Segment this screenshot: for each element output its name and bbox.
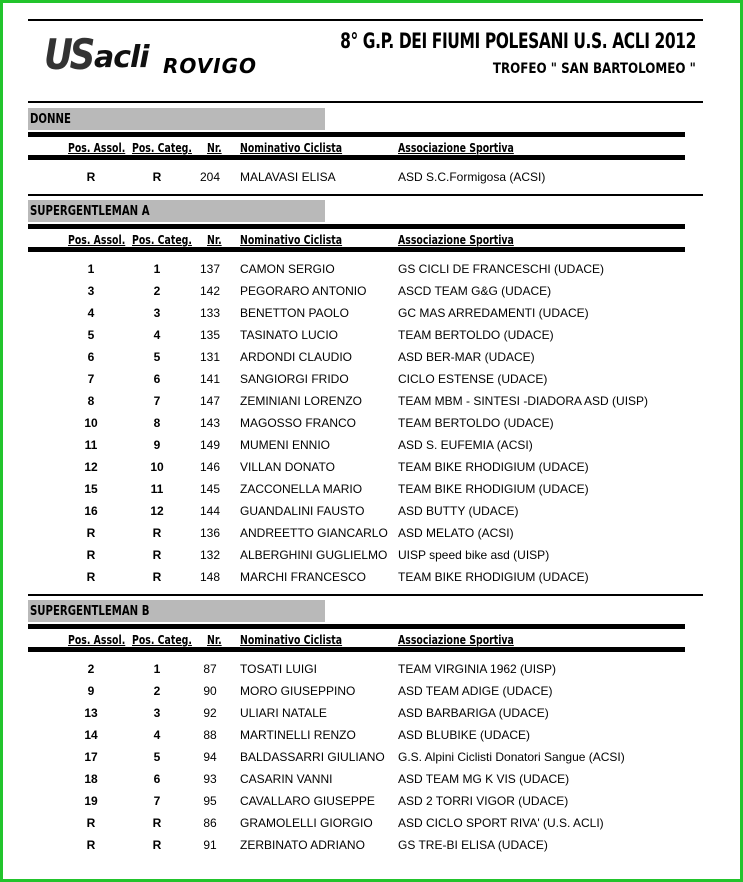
column-header-bottom-rule [28, 247, 685, 252]
pos-assol-cell: 4 [87, 306, 95, 320]
association-cell: CICLO ESTENSE (UDACE) [398, 372, 548, 386]
cyclist-name-cell: VILLAN DONATO [240, 460, 335, 474]
pos-categ-cell: 5 [153, 350, 161, 364]
table-row [0, 482, 743, 504]
section-divider-rule [28, 594, 703, 596]
cyclist-name-cell: ULIARI NATALE [240, 706, 327, 720]
association-cell: ASD MELATO (ACSI) [398, 526, 514, 540]
pos-assol-cell: 15 [84, 482, 98, 496]
number-cell: 144 [199, 504, 221, 518]
event-title: 8° G.P. DEI FIUMI POLESANI U.S. ACLI 2012 [340, 29, 696, 53]
pos-categ-cell: 7 [153, 394, 161, 408]
association-cell: ASD BER-MAR (UDACE) [398, 350, 535, 364]
table-row [0, 394, 743, 416]
pos-categ-cell: 12 [150, 504, 164, 518]
table-row [0, 416, 743, 438]
table-row [0, 684, 743, 706]
column-header-pos-categ: Pos. Categ. [132, 141, 192, 155]
header-bottom-rule [28, 101, 703, 103]
column-header-associazione: Associazione Sportiva [398, 233, 514, 247]
table-row [0, 504, 743, 526]
number-cell: 145 [199, 482, 221, 496]
column-header-associazione: Associazione Sportiva [398, 633, 514, 647]
column-header-associazione: Associazione Sportiva [398, 141, 514, 155]
association-cell: ASD BUTTY (UDACE) [398, 504, 519, 518]
association-cell: TEAM BIKE RHODIGIUM (UDACE) [398, 482, 589, 496]
table-row [0, 706, 743, 728]
number-cell: 149 [199, 438, 221, 452]
pos-categ-cell: 7 [153, 794, 161, 808]
number-cell: 95 [203, 794, 217, 808]
column-header-top-rule [28, 132, 685, 137]
column-header-bottom-rule [28, 647, 685, 652]
logo-us-text: US [44, 30, 92, 79]
pos-categ-cell: 6 [153, 772, 161, 786]
association-cell: ASCD TEAM G&G (UDACE) [398, 284, 552, 298]
association-cell: GC MAS ARREDAMENTI (UDACE) [398, 306, 589, 320]
pos-categ-cell: 1 [153, 262, 161, 276]
pos-categ-cell: R [152, 170, 162, 184]
association-cell: GS TRE-BI ELISA (UDACE) [398, 838, 548, 852]
pos-assol-cell: 5 [87, 328, 95, 342]
number-cell: 93 [203, 772, 217, 786]
city-label: ROVIGO [163, 54, 258, 78]
association-cell: ASD BLUBIKE (UDACE) [398, 728, 531, 742]
table-row [0, 772, 743, 794]
pos-categ-cell: 6 [153, 372, 161, 386]
number-cell: 148 [199, 570, 221, 584]
pos-categ-cell: R [152, 570, 162, 584]
number-cell: 147 [199, 394, 221, 408]
table-row [0, 548, 743, 570]
association-cell: TEAM BIKE RHODIGIUM (UDACE) [398, 570, 589, 584]
number-cell: 141 [199, 372, 221, 386]
column-header-nr: Nr. [207, 633, 222, 647]
pos-categ-cell: 4 [153, 328, 161, 342]
association-cell: ASD 2 TORRI VIGOR (UDACE) [398, 794, 569, 808]
cyclist-name-cell: GUANDALINI FAUSTO [240, 504, 365, 518]
column-header-nominativo: Nominativo Ciclista [240, 633, 343, 647]
pos-assol-cell: 18 [84, 772, 98, 786]
section-title-bar [28, 108, 325, 130]
cyclist-name-cell: CAVALLARO GIUSEPPE [240, 794, 375, 808]
number-cell: 131 [199, 350, 221, 364]
association-cell: TEAM MBM - SINTESI -DIADORA ASD (UISP) [398, 394, 649, 408]
pos-categ-cell: R [152, 548, 162, 562]
pos-categ-cell: 2 [153, 284, 161, 298]
number-cell: 204 [199, 170, 221, 184]
pos-categ-cell: R [152, 816, 162, 830]
pos-assol-cell: 7 [87, 372, 95, 386]
cyclist-name-cell: MARTINELLI RENZO [240, 728, 356, 742]
number-cell: 94 [203, 750, 217, 764]
pos-assol-cell: 9 [87, 684, 95, 698]
table-row [0, 794, 743, 816]
pos-categ-cell: 4 [153, 728, 161, 742]
pos-assol-cell: R [86, 816, 96, 830]
section-title: SUPERGENTLEMAN A [30, 204, 150, 219]
number-cell: 90 [203, 684, 217, 698]
pos-assol-cell: R [86, 526, 96, 540]
table-row [0, 284, 743, 306]
number-cell: 133 [199, 306, 221, 320]
association-cell: G.S. Alpini Ciclisti Donatori Sangue (ACSI) [398, 750, 625, 764]
number-cell: 135 [199, 328, 221, 342]
pos-assol-cell: R [86, 838, 96, 852]
pos-assol-cell: 1 [87, 262, 95, 276]
section-title: DONNE [30, 112, 71, 127]
pos-categ-cell: R [152, 526, 162, 540]
cyclist-name-cell: MAGOSSO FRANCO [240, 416, 357, 430]
pos-assol-cell: 12 [84, 460, 98, 474]
number-cell: 86 [203, 816, 217, 830]
association-cell: ASD S.C.Formigosa (ACSI) [398, 170, 546, 184]
pos-categ-cell: R [152, 838, 162, 852]
table-row [0, 728, 743, 750]
number-cell: 146 [199, 460, 221, 474]
cyclist-name-cell: ZACCONELLA MARIO [240, 482, 363, 496]
pos-categ-cell: 3 [153, 706, 161, 720]
pos-assol-cell: R [86, 170, 96, 184]
pos-categ-cell: 10 [150, 460, 164, 474]
cyclist-name-cell: ALBERGHINI GUGLIELMO [240, 548, 388, 562]
cyclist-name-cell: ZERBINATO ADRIANO [240, 838, 365, 852]
association-cell: ASD S. EUFEMIA (ACSI) [398, 438, 533, 452]
association-cell: TEAM BERTOLDO (UDACE) [398, 416, 554, 430]
cyclist-name-cell: PEGORARO ANTONIO [240, 284, 367, 298]
table-row [0, 816, 743, 838]
cyclist-name-cell: BENETTON PAOLO [240, 306, 349, 320]
table-row [0, 750, 743, 772]
pos-categ-cell: 11 [150, 482, 164, 496]
number-cell: 143 [199, 416, 221, 430]
cyclist-name-cell: MUMENI ENNIO [240, 438, 330, 452]
number-cell: 136 [199, 526, 221, 540]
column-header-nominativo: Nominativo Ciclista [240, 141, 343, 155]
association-cell: ASD CICLO SPORT RIVA' (U.S. ACLI) [398, 816, 604, 830]
column-header-bottom-rule [28, 155, 685, 160]
pos-assol-cell: 6 [87, 350, 95, 364]
header-top-rule [28, 19, 703, 21]
association-cell: TEAM BERTOLDO (UDACE) [398, 328, 554, 342]
pos-categ-cell: 1 [153, 662, 161, 676]
association-cell: ASD TEAM ADIGE (UDACE) [398, 684, 553, 698]
pos-assol-cell: 13 [84, 706, 98, 720]
cyclist-name-cell: GRAMOLELLI GIORGIO [240, 816, 373, 830]
table-row [0, 350, 743, 372]
pos-assol-cell: 11 [84, 438, 98, 452]
logo-acli-text: acli [94, 40, 149, 75]
column-header-nominativo: Nominativo Ciclista [240, 233, 343, 247]
cyclist-name-cell: CAMON SERGIO [240, 262, 335, 276]
pos-categ-cell: 2 [153, 684, 161, 698]
cyclist-name-cell: MALAVASI ELISA [240, 170, 336, 184]
table-row [0, 170, 743, 192]
column-header-nr: Nr. [207, 233, 222, 247]
association-cell: ASD TEAM MG K VIS (UDACE) [398, 772, 570, 786]
cyclist-name-cell: CASARIN VANNI [240, 772, 333, 786]
event-subtitle: TROFEO " SAN BARTOLOMEO " [493, 61, 696, 77]
cyclist-name-cell: ARDONDI CLAUDIO [240, 350, 353, 364]
number-cell: 142 [199, 284, 221, 298]
pos-assol-cell: 14 [84, 728, 98, 742]
pos-categ-cell: 3 [153, 306, 161, 320]
column-header-pos-assol: Pos. Assol. [68, 633, 126, 647]
number-cell: 88 [203, 728, 217, 742]
table-row [0, 262, 743, 284]
cyclist-name-cell: ANDREETTO GIANCARLO [240, 526, 388, 540]
pos-assol-cell: 2 [87, 662, 95, 676]
pos-assol-cell: 8 [87, 394, 95, 408]
table-row [0, 328, 743, 350]
table-row [0, 838, 743, 860]
pos-categ-cell: 9 [153, 438, 161, 452]
pos-categ-cell: 8 [153, 416, 161, 430]
cyclist-name-cell: TASINATO LUCIO [240, 328, 339, 342]
table-row [0, 438, 743, 460]
cyclist-name-cell: BALDASSARRI GIULIANO [240, 750, 385, 764]
cyclist-name-cell: ZEMINIANI LORENZO [240, 394, 363, 408]
pos-assol-cell: 17 [84, 750, 98, 764]
association-cell: GS CICLI DE FRANCESCHI (UDACE) [398, 262, 605, 276]
cyclist-name-cell: MORO GIUSEPPINO [240, 684, 356, 698]
table-row [0, 306, 743, 328]
table-row [0, 526, 743, 548]
association-cell: ASD BARBARIGA (UDACE) [398, 706, 549, 720]
number-cell: 87 [203, 662, 217, 676]
cyclist-name-cell: TOSATI LUIGI [240, 662, 317, 676]
pos-assol-cell: 19 [84, 794, 98, 808]
pos-assol-cell: 10 [84, 416, 98, 430]
column-header-nr: Nr. [207, 141, 222, 155]
column-header-pos-assol: Pos. Assol. [68, 141, 126, 155]
column-header-pos-assol: Pos. Assol. [68, 233, 126, 247]
pos-categ-cell: 5 [153, 750, 161, 764]
cyclist-name-cell: SANGIORGI FRIDO [240, 372, 349, 386]
association-cell: TEAM BIKE RHODIGIUM (UDACE) [398, 460, 589, 474]
column-header-top-rule [28, 624, 685, 629]
association-cell: TEAM VIRGINIA 1962 (UISP) [398, 662, 557, 676]
cyclist-name-cell: MARCHI FRANCESCO [240, 570, 367, 584]
number-cell: 92 [203, 706, 217, 720]
table-row [0, 662, 743, 684]
table-row [0, 372, 743, 394]
pos-assol-cell: 3 [87, 284, 95, 298]
number-cell: 137 [199, 262, 221, 276]
column-header-pos-categ: Pos. Categ. [132, 233, 192, 247]
table-row [0, 460, 743, 482]
pos-assol-cell: 16 [84, 504, 98, 518]
number-cell: 91 [203, 838, 217, 852]
number-cell: 132 [199, 548, 221, 562]
column-header-pos-categ: Pos. Categ. [132, 633, 192, 647]
association-cell: UISP speed bike asd (UISP) [398, 548, 550, 562]
table-row [0, 570, 743, 592]
column-header-top-rule [28, 224, 685, 229]
section-divider-rule [28, 194, 703, 196]
pos-assol-cell: R [86, 570, 96, 584]
pos-assol-cell: R [86, 548, 96, 562]
section-title: SUPERGENTLEMAN B [30, 604, 150, 619]
